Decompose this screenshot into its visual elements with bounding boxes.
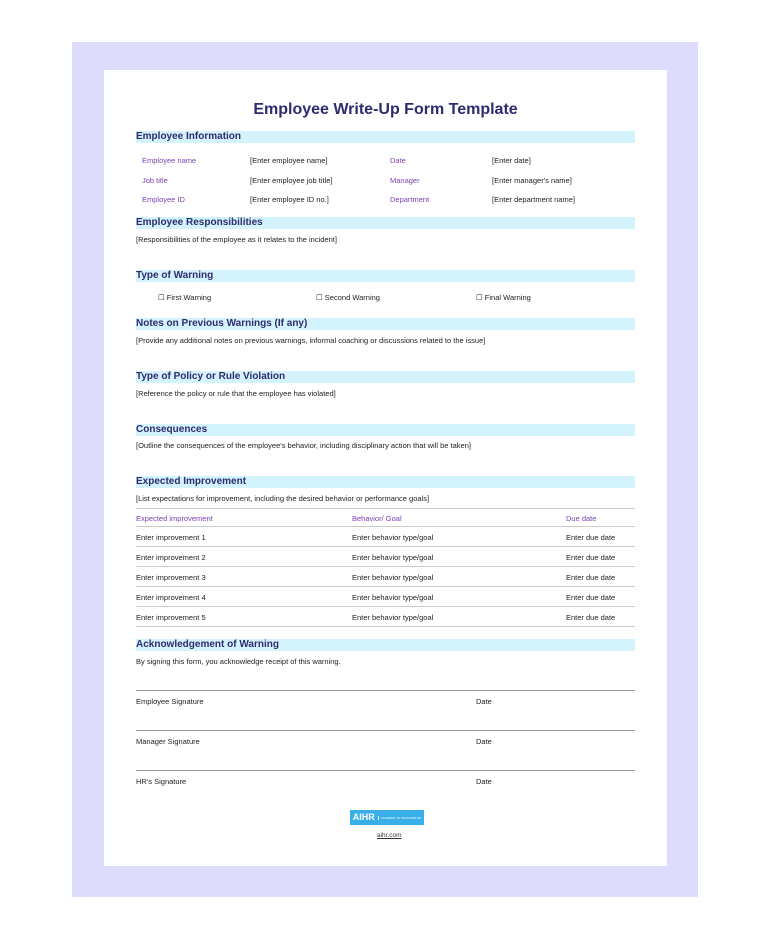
- signature-line[interactable]: [136, 690, 635, 691]
- table-cell[interactable]: Enter improvement 2: [136, 553, 206, 562]
- signature-label: HR's Signature: [136, 777, 187, 786]
- page-title: Employee Write-Up Form Template: [253, 101, 518, 118]
- signature-line[interactable]: [136, 730, 635, 731]
- warning-checkbox[interactable]: ☐ Second Warning: [316, 293, 380, 302]
- field-value[interactable]: [Enter date]: [492, 156, 531, 165]
- table-divider: [136, 546, 635, 547]
- section-header-expected-improvement: Expected Improvement: [136, 476, 635, 488]
- section-header-responsibilities: Employee Responsibilities: [136, 217, 635, 229]
- field-label: Department: [390, 195, 430, 204]
- table-cell[interactable]: Enter due date: [566, 553, 616, 562]
- table-column-header: Behavior/ Goal: [352, 514, 402, 523]
- table-divider: [136, 566, 635, 567]
- table-cell[interactable]: Enter due date: [566, 573, 616, 582]
- table-divider: [136, 526, 635, 527]
- signature-line[interactable]: [136, 770, 635, 771]
- field-value[interactable]: [Enter employee ID no.]: [250, 195, 329, 204]
- table-divider: [136, 586, 635, 587]
- table-cell[interactable]: Enter behavior type/goal: [352, 593, 434, 602]
- improvement-text[interactable]: [List expectations for improvement, including the desired behavior or performance goals]: [136, 494, 430, 503]
- signature-date-label: Date: [476, 737, 492, 746]
- notes-text[interactable]: [Provide any additional notes on previous warnings, informal coaching or discussions related to the issue]: [136, 336, 486, 345]
- table-cell[interactable]: Enter improvement 1: [136, 533, 206, 542]
- section-header-acknowledgement: Acknowledgement of Warning: [136, 639, 635, 651]
- table-column-header: Expected improvement: [136, 514, 213, 523]
- table-cell[interactable]: Enter due date: [566, 613, 616, 622]
- section-header-employee-information: Employee Information: [136, 131, 635, 143]
- field-label: Manager: [390, 176, 420, 185]
- aihr-link[interactable]: aihr.com: [377, 832, 402, 839]
- logo-tagline: ACADEMY TO INNOVATE HR: [378, 816, 422, 820]
- table-cell[interactable]: Enter behavior type/goal: [352, 573, 434, 582]
- table-cell[interactable]: Enter improvement 3: [136, 573, 206, 582]
- section-header-policy-violation: Type of Policy or Rule Violation: [136, 371, 635, 383]
- field-label: Date: [390, 156, 406, 165]
- policy-text[interactable]: [Reference the policy or rule that the employee has violated]: [136, 389, 336, 398]
- logo-text: AIHR: [352, 812, 375, 822]
- field-label: Job title: [142, 176, 168, 185]
- field-value[interactable]: [Enter employee name]: [250, 156, 328, 165]
- signature-date-label: Date: [476, 697, 492, 706]
- consequences-text[interactable]: [Outline the consequences of the employee's behavior, including disciplinary action that will be taken]: [136, 441, 471, 450]
- field-value[interactable]: [Enter manager's name]: [492, 176, 572, 185]
- section-header-previous-warnings: Notes on Previous Warnings (If any): [136, 318, 635, 330]
- warning-checkbox[interactable]: ☐ Final Warning: [476, 293, 531, 302]
- signature-label: Manager Signature: [136, 737, 200, 746]
- signature-date-label: Date: [476, 777, 492, 786]
- field-value[interactable]: [Enter department name]: [492, 195, 575, 204]
- field-label: Employee ID: [142, 195, 185, 204]
- warning-checkbox[interactable]: ☐ First Warning: [158, 293, 212, 302]
- table-divider: [136, 606, 635, 607]
- document-page: [104, 70, 667, 866]
- table-cell[interactable]: Enter improvement 5: [136, 613, 206, 622]
- table-cell[interactable]: Enter due date: [566, 533, 616, 542]
- acknowledgement-text: By signing this form, you acknowledge receipt of this warning.: [136, 657, 341, 666]
- field-value[interactable]: [Enter employee job title]: [250, 176, 333, 185]
- table-cell[interactable]: Enter behavior type/goal: [352, 613, 434, 622]
- section-header-consequences: Consequences: [136, 424, 635, 436]
- section-header-type-of-warning: Type of Warning: [136, 270, 635, 282]
- table-cell[interactable]: Enter improvement 4: [136, 593, 206, 602]
- field-label: Employee name: [142, 156, 197, 165]
- table-cell[interactable]: Enter due date: [566, 593, 616, 602]
- aihr-logo: [350, 810, 424, 825]
- table-cell[interactable]: Enter behavior type/goal: [352, 553, 434, 562]
- signature-label: Employee Signature: [136, 697, 204, 706]
- table-column-header: Due date: [566, 514, 597, 523]
- responsibilities-text[interactable]: [Responsibilities of the employee as it relates to the incident]: [136, 235, 337, 244]
- table-divider: [136, 626, 635, 627]
- table-divider: [136, 508, 635, 509]
- table-cell[interactable]: Enter behavior type/goal: [352, 533, 434, 542]
